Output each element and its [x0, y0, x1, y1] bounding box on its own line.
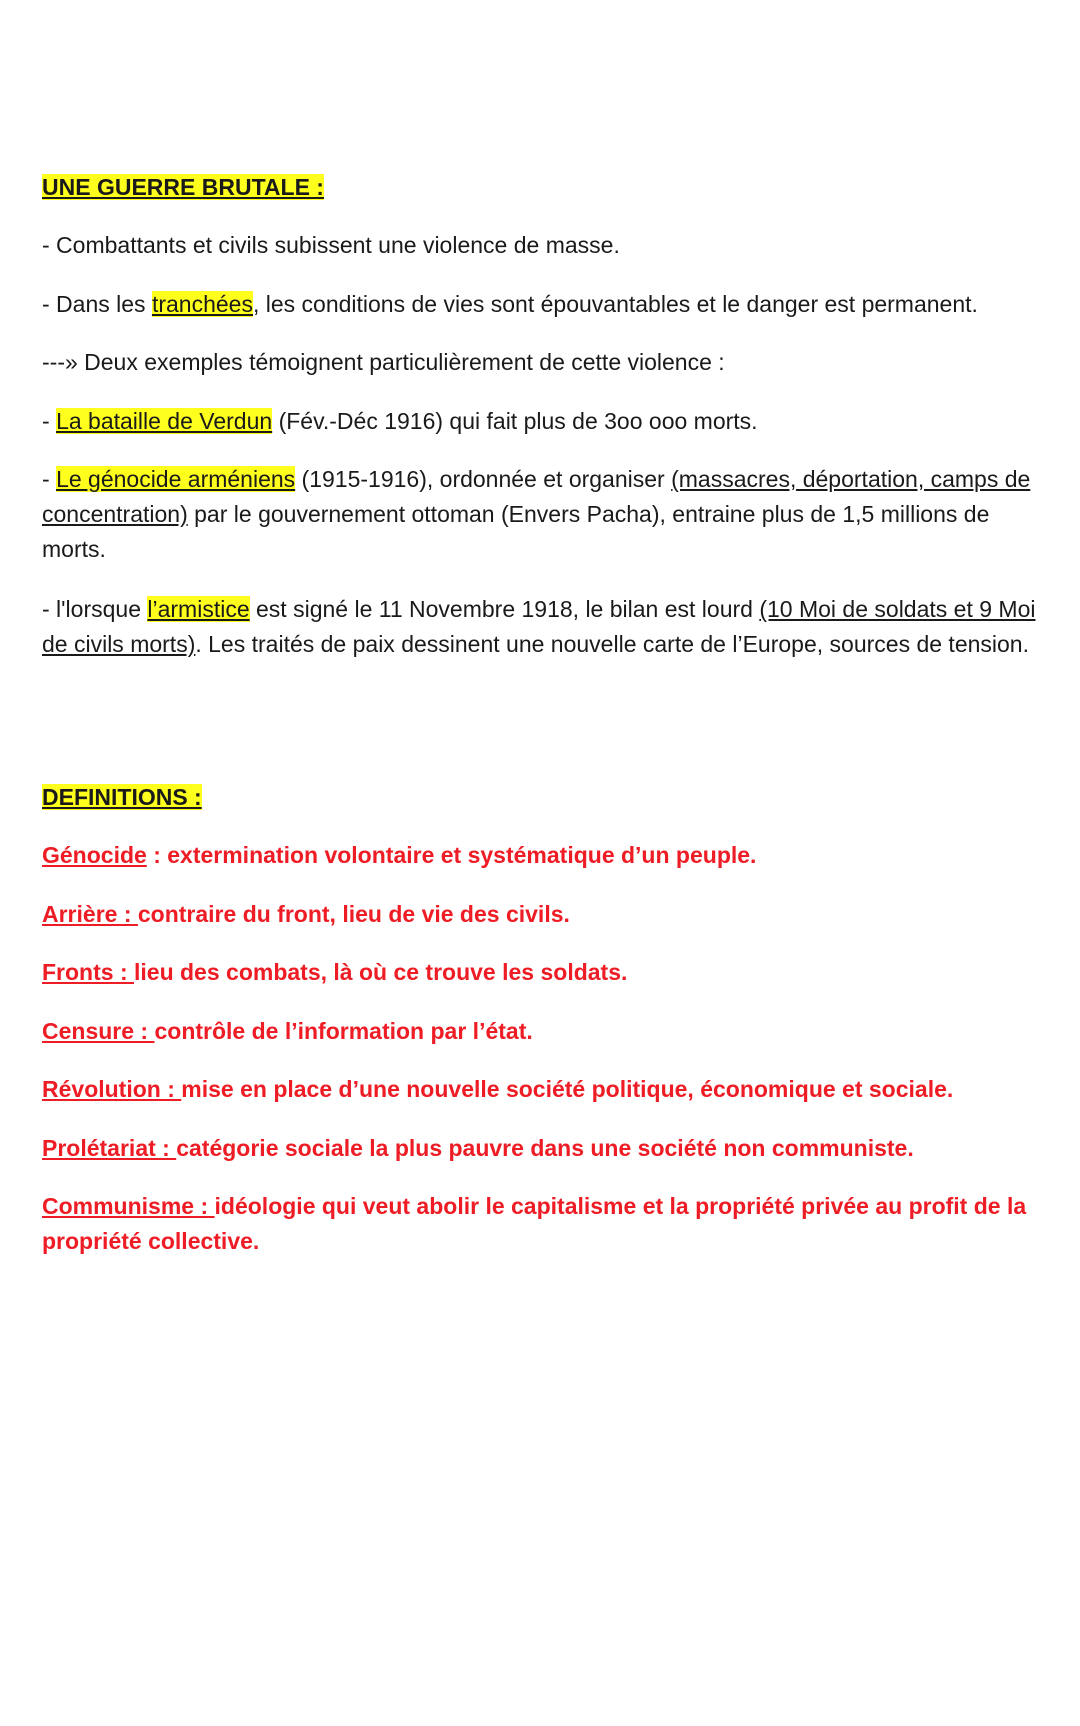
highlight-term-verdun: La bataille de Verdun: [56, 408, 273, 434]
underlined-bilan: (10 Moi de soldats et 9 Moi de civils morts): [42, 596, 1036, 657]
definition-censure: Censure : contrôle de l’information par l’état.: [42, 1018, 533, 1044]
paragraph-genocide: - Le génocide arméniens (1915-1916), ordonnée et organiser (massacres, déportation, camps de concentration) par le gouvernement ottoman (Envers Pacha), entraine plus de 1,5 millions de morts.: [42, 466, 1031, 562]
section-heading-guerre: UNE GUERRE BRUTALE :: [42, 174, 324, 200]
definition-genocide: Génocide : extermination volontaire et systématique d’un peuple.: [42, 842, 757, 868]
paragraph-combattants: - Combattants et civils subissent une violence de masse.: [42, 232, 620, 258]
definition-arriere: Arrière : contraire du front, lieu de vie des civils.: [42, 901, 570, 927]
underlined-massacres: (massacres, déportation, camps de concentration): [42, 466, 1031, 527]
paragraph-verdun: - La bataille de Verdun (Fév.-Déc 1916) qui fait plus de 3oo ooo morts.: [42, 408, 758, 434]
definition-communisme: Communisme : idéologie qui veut abolir le capitalisme et la propriété privée au profit de la propriété collective.: [42, 1193, 1027, 1254]
definition-proletariat: Prolétariat : catégorie sociale la plus pauvre dans une société non communiste.: [42, 1135, 914, 1161]
highlight-term-armistice: l’armistice: [147, 596, 250, 622]
section-heading-definitions: DEFINITIONS :: [42, 784, 202, 810]
paragraph-armistice: - l'lorsque l’armistice est signé le 11 Novembre 1918, le bilan est lourd (10 Moi de soldats et 9 Moi de civils morts). Les traités de paix dessinent une nouvelle carte de l’Europe, sources de tension.: [42, 596, 1036, 657]
paragraph-tranchees: - Dans les tranchées, les conditions de vies sont épouvantables et le danger est permanent.: [42, 291, 978, 317]
definition-fronts: Fronts : lieu des combats, là où ce trouve les soldats.: [42, 959, 628, 985]
highlight-term-tranchees: tranchées: [151, 291, 253, 317]
highlight-term-genocide: Le génocide arméniens: [56, 466, 296, 492]
definition-revolution: Révolution : mise en place d’une nouvelle société politique, économique et sociale.: [42, 1076, 954, 1102]
paragraph-exemples: ---» Deux exemples témoignent particulièrement de cette violence :: [42, 349, 725, 375]
